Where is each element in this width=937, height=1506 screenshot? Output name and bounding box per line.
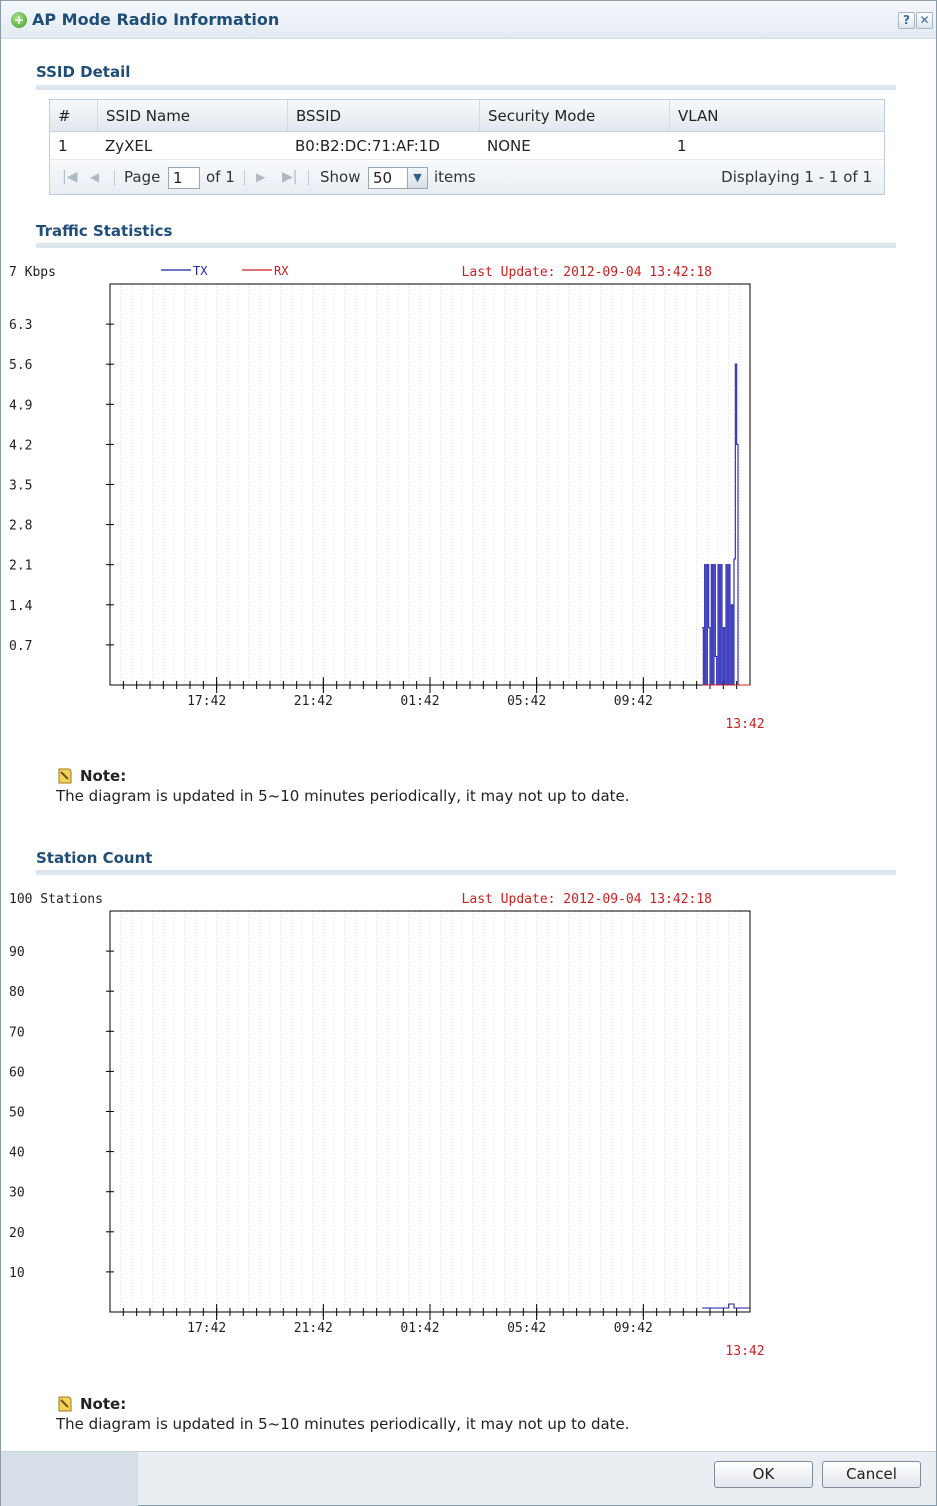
x-end-label: 13:42 — [725, 717, 765, 732]
pager-separator — [308, 170, 309, 186]
x-tick-label: 21:42 — [293, 694, 333, 709]
dialog-title: AP Mode Radio Information — [32, 10, 280, 29]
y-tick-label: 60 — [9, 1065, 25, 1081]
series-line-tx — [702, 364, 745, 685]
x-tick-label: 09:42 — [613, 694, 653, 709]
cell-bssid: B0:B2:DC:71:AF:1D — [295, 137, 440, 155]
y-tick-label: 3.5 — [9, 478, 33, 494]
note-icon — [56, 767, 74, 785]
note-text: The diagram is updated in 5~10 minutes periodically, it may not up to date. — [56, 787, 630, 805]
legend-tx-label: TX — [193, 264, 208, 278]
items-label: items — [434, 168, 476, 186]
ssid-table — [49, 99, 885, 195]
traffic-chart-svg — [1, 251, 937, 751]
section-divider — [36, 870, 896, 875]
next-page-icon[interactable]: ▶ — [256, 170, 266, 184]
last-update-label: Last Update: 2012-09-04 13:42:18 — [461, 892, 712, 907]
y-tick-label: 80 — [9, 985, 25, 1001]
section-divider — [36, 243, 896, 248]
cell-index: 1 — [58, 137, 68, 155]
dialog-footer — [1, 1451, 936, 1505]
page-count-label: of 1 — [206, 168, 235, 186]
y-tick-label: 6.3 — [9, 318, 33, 334]
y-tick-label: 10 — [9, 1265, 25, 1281]
close-button[interactable]: ✕ — [916, 12, 933, 29]
column-header-security-mode[interactable]: Security Mode — [479, 100, 669, 131]
traffic-chart — [1, 251, 937, 771]
plus-circle-icon: + — [11, 12, 27, 28]
station-chart-svg — [1, 878, 937, 1378]
y-tick-label: 90 — [9, 945, 25, 961]
column-header-index[interactable]: # — [58, 107, 71, 125]
ssid-detail-title: SSID Detail — [36, 63, 131, 81]
help-button[interactable]: ? — [898, 12, 915, 29]
x-end-label: 13:42 — [725, 1344, 765, 1359]
x-tick-label: 09:42 — [613, 1321, 653, 1336]
y-tick-label: 4.2 — [9, 438, 33, 454]
y-tick-label: 0.7 — [9, 638, 33, 654]
y-tick-label: 30 — [9, 1185, 25, 1201]
pager-separator — [114, 170, 115, 186]
note-label: Note: — [80, 1395, 127, 1413]
show-label: Show — [320, 168, 361, 186]
column-header-bssid[interactable]: BSSID — [287, 100, 479, 131]
note-icon — [56, 1395, 74, 1413]
x-tick-label: 05:42 — [507, 1321, 547, 1336]
station-chart — [1, 878, 937, 1398]
cancel-button[interactable]: Cancel — [822, 1461, 921, 1488]
last-update-label: Last Update: 2012-09-04 13:42:18 — [461, 265, 712, 280]
pagination-toolbar — [50, 161, 884, 194]
cell-ssid-name: ZyXEL — [105, 137, 153, 155]
column-header-ssid-name[interactable]: SSID Name — [97, 100, 287, 131]
x-tick-label: 17:42 — [187, 694, 227, 709]
cell-security-mode: NONE — [487, 137, 531, 155]
y-tick-label: 2.1 — [9, 558, 33, 574]
y-tick-label: 40 — [9, 1145, 25, 1161]
last-page-icon[interactable]: ▶| — [282, 169, 298, 185]
station-count-title: Station Count — [36, 849, 153, 867]
x-tick-label: 21:42 — [293, 1321, 333, 1336]
page-label: Page — [124, 168, 161, 186]
cell-vlan: 1 — [677, 137, 687, 155]
first-page-icon[interactable]: |◀ — [62, 169, 78, 185]
displaying-count: Displaying 1 - 1 of 1 — [721, 168, 872, 186]
section-divider — [36, 85, 896, 90]
y-tick-label: 50 — [9, 1105, 25, 1121]
y-tick-label: 20 — [9, 1225, 25, 1241]
dialog-titlebar — [1, 1, 936, 39]
y-axis-label: 7 Kbps — [9, 265, 56, 280]
pager-separator — [244, 170, 245, 186]
series-line-stations — [702, 1304, 750, 1308]
y-tick-label: 4.9 — [9, 398, 33, 414]
page-number-input[interactable]: 1 — [168, 167, 200, 189]
traffic-statistics-title: Traffic Statistics — [36, 222, 173, 240]
footer-panel — [1, 1452, 138, 1506]
y-axis-label: 100 Stations — [9, 892, 103, 907]
table-header — [50, 100, 884, 132]
ok-button[interactable]: OK — [714, 1461, 813, 1488]
table-row[interactable] — [50, 132, 884, 160]
note-label: Note: — [80, 767, 127, 785]
column-header-vlan[interactable]: VLAN — [669, 100, 884, 131]
y-tick-label: 2.8 — [9, 518, 33, 534]
x-tick-label: 17:42 — [187, 1321, 227, 1336]
chevron-down-icon[interactable]: ▼ — [408, 167, 428, 189]
page-size-select[interactable]: 50 — [368, 167, 408, 189]
x-tick-label: 01:42 — [400, 1321, 440, 1336]
legend-rx-label: RX — [274, 264, 289, 278]
x-tick-label: 05:42 — [507, 694, 547, 709]
y-tick-label: 5.6 — [9, 358, 33, 374]
y-tick-label: 70 — [9, 1025, 25, 1041]
note-text: The diagram is updated in 5~10 minutes periodically, it may not up to date. — [56, 1415, 630, 1433]
previous-page-icon[interactable]: ◀ — [90, 170, 100, 184]
x-tick-label: 01:42 — [400, 694, 440, 709]
y-tick-label: 1.4 — [9, 598, 33, 614]
